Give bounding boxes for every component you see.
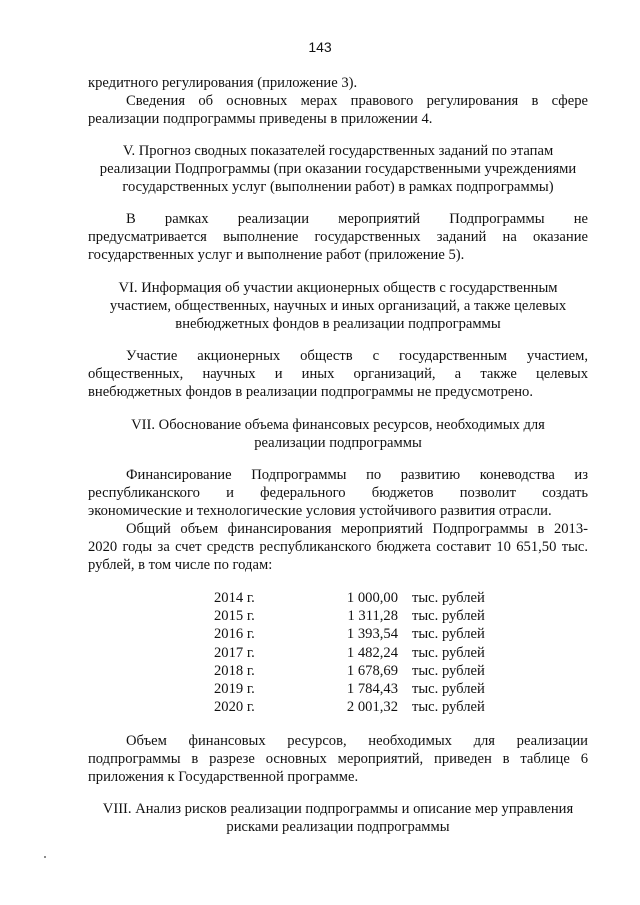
section-heading-vi xyxy=(88,279,588,334)
page-number: 143 xyxy=(308,39,332,55)
unit-cell: тыс. рублей xyxy=(412,644,485,661)
year-cell: 2019 г. xyxy=(214,680,255,697)
paragraph-total-volume xyxy=(88,520,588,575)
unit-cell: тыс. рублей xyxy=(412,590,485,606)
text-line: 2020 годы за счет средств республиканского бюджета составит 10 651,50 тыс. xyxy=(88,539,588,556)
amount-cell: 1 482,24 xyxy=(346,644,398,661)
year-cell: 2018 г. xyxy=(214,662,255,679)
year-cell: 2017 г. xyxy=(214,644,255,661)
amount-cell: 1 000,00 xyxy=(346,590,398,606)
year-cell: 2016 г. xyxy=(214,626,255,643)
heading-line: VI. Информация об участии акционерных обществ с государственным xyxy=(118,280,558,296)
table-row xyxy=(214,698,514,716)
text-line: республиканского и федерального бюджетов позволит создать xyxy=(88,485,588,502)
text-line: реализации подпрограммы приведены в приложении 4. xyxy=(88,111,433,128)
text-line: экономические и технологические условия устойчивого развития отрасли. xyxy=(88,503,552,520)
heading-line: реализации подпрограммы xyxy=(254,435,422,452)
heading-line: участием, общественных, научных и иных организаций, а также целевых xyxy=(109,298,567,315)
year-cell: 2020 г. xyxy=(214,699,255,716)
unit-cell: тыс. рублей xyxy=(412,626,485,643)
amount-cell: 1 784,43 xyxy=(346,680,398,697)
text-line: Сведения об основных мерах правового регулирования в сфере xyxy=(126,93,588,109)
unit-cell: тыс. рублей xyxy=(412,608,485,625)
amount-cell: 1 393,54 xyxy=(346,626,398,643)
heading-line: VIII. Анализ рисков реализации подпрограммы и описание мер управления xyxy=(102,801,574,817)
table-row xyxy=(214,680,514,698)
text-line: Участие акционерных обществ с государственным участием, xyxy=(126,348,588,364)
text-line: внебюджетных фондов в реализации подпрограммы не предусмотрено. xyxy=(88,384,533,401)
heading-line: V. Прогноз сводных показателей государственных заданий по этапам xyxy=(122,143,554,159)
paragraph-resources-volume xyxy=(88,732,588,787)
text-line: рублей, в том числе по годам: xyxy=(88,557,273,574)
paragraph-legal-regulation xyxy=(88,92,588,128)
table-row xyxy=(214,607,514,625)
heading-line: VII. Обоснование объема финансовых ресурсов, необходимых для xyxy=(131,417,545,433)
text-line: общественных, научных и иных организаций, а также целевых xyxy=(88,366,588,383)
heading-line: реализации Подпрограммы (при оказании государственными учреждениями xyxy=(99,161,577,178)
funding-by-year-table xyxy=(214,589,514,716)
heading-line: внебюджетных фондов в реализации подпрограммы xyxy=(175,316,501,333)
paragraph-financing xyxy=(88,466,588,521)
table-row xyxy=(214,589,514,607)
amount-cell: 2 001,32 xyxy=(346,699,398,716)
paragraph-participation xyxy=(88,347,588,402)
text-line: государственных услуг и выполнение работ (приложение 5). xyxy=(88,247,465,264)
year-cell: 2014 г. xyxy=(214,590,255,606)
year-cell: 2015 г. xyxy=(214,608,255,625)
scan-speck xyxy=(44,856,46,858)
section-heading-vii xyxy=(88,416,588,452)
paragraph-state-tasks xyxy=(88,210,588,265)
heading-line: государственных услуг (выполнении работ) в рамках подпрограммы) xyxy=(122,179,554,196)
section-heading-v xyxy=(88,142,588,197)
unit-cell: тыс. рублей xyxy=(412,680,485,697)
paragraph-credit-regulation xyxy=(88,74,588,92)
amount-cell: 1 678,69 xyxy=(346,662,398,679)
heading-line: рисками реализации подпрограммы xyxy=(226,819,450,836)
section-heading-viii xyxy=(80,800,596,836)
text-line: Объем финансовых ресурсов, необходимых для реализации xyxy=(126,733,588,749)
table-row xyxy=(214,644,514,662)
text-line: подпрограммы в разрезе основных мероприятий, приведен в таблице 6 xyxy=(88,751,588,768)
text-line: кредитного регулирования (приложение 3). xyxy=(88,75,358,91)
table-row xyxy=(214,625,514,643)
unit-cell: тыс. рублей xyxy=(412,662,485,679)
table-row xyxy=(214,662,514,680)
text-line: Общий объем финансирования мероприятий Подпрограммы в 2013- xyxy=(126,521,588,537)
text-line: приложения к Государственной программе. xyxy=(88,769,359,786)
text-line: В рамках реализации мероприятий Подпрограммы не xyxy=(126,211,588,227)
unit-cell: тыс. рублей xyxy=(412,699,485,716)
amount-cell: 1 311,28 xyxy=(347,608,398,625)
text-line: Финансирование Подпрограммы по развитию коневодства из xyxy=(126,467,588,483)
text-line: предусматривается выполнение государственных заданий на оказание xyxy=(88,229,588,246)
